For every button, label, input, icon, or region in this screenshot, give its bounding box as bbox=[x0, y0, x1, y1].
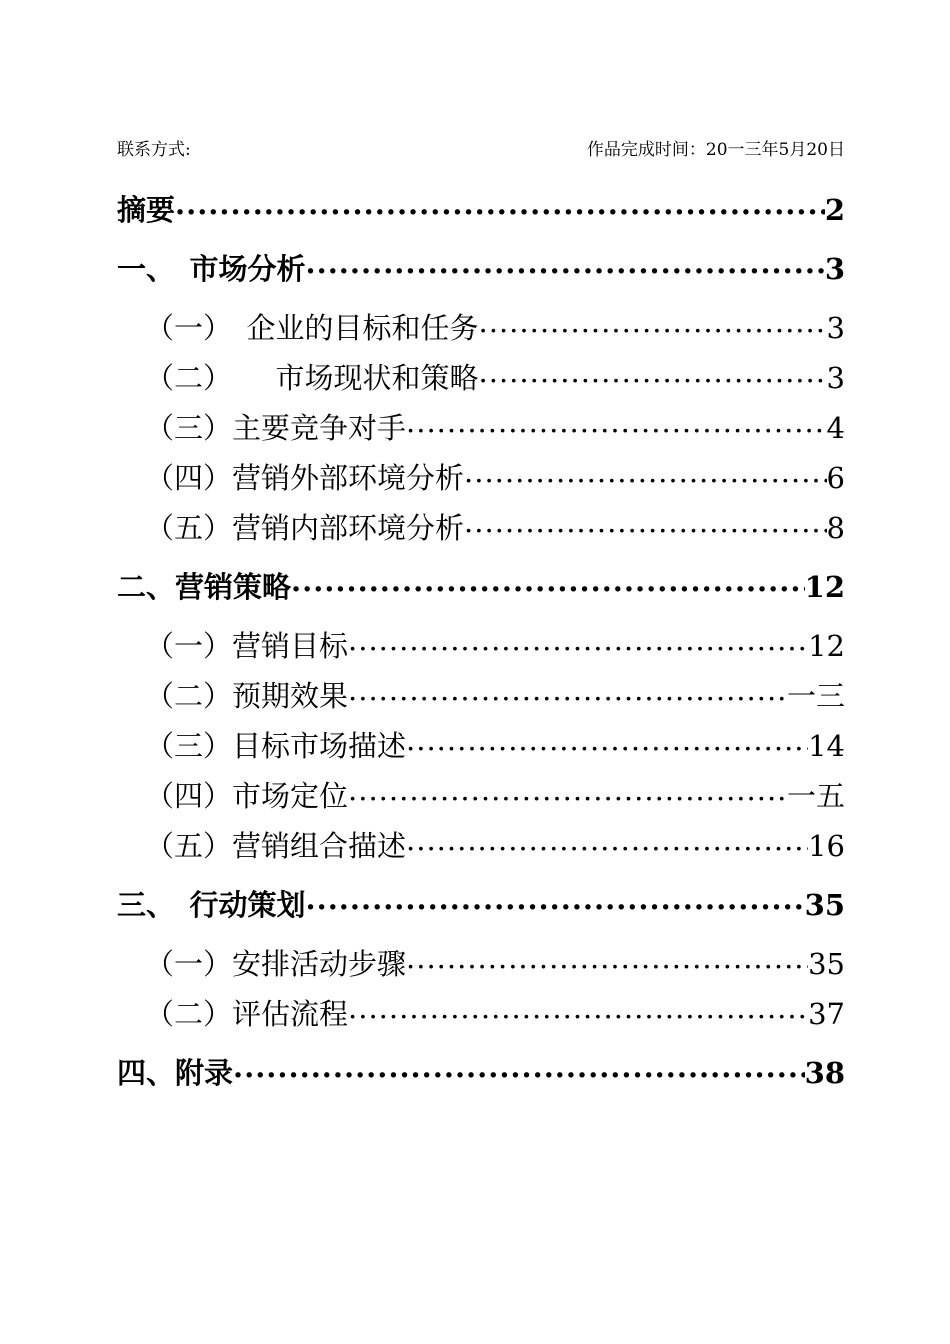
toc-entry-external-environment[interactable] bbox=[117, 458, 845, 498]
toc-leader-dots bbox=[175, 191, 825, 220]
toc-page-number: 35 bbox=[804, 888, 845, 922]
toc-entry-label: 二、营销策略 bbox=[117, 570, 292, 604]
toc-entry-label: （二） 市场现状和策略 bbox=[145, 361, 479, 395]
toc-page-number: 12 bbox=[808, 629, 845, 663]
toc-leader-dots bbox=[479, 309, 827, 338]
toc-entry-market-positioning[interactable] bbox=[117, 776, 845, 816]
toc-leader-dots bbox=[306, 250, 825, 279]
toc-leader-dots bbox=[348, 995, 808, 1024]
toc-entry-label: （三）目标市场描述 bbox=[145, 729, 407, 763]
toc-page-number: 6 bbox=[826, 461, 845, 495]
toc-entry-label: （四）市场定位 bbox=[145, 779, 349, 813]
toc-leader-dots bbox=[479, 359, 827, 388]
toc-leader-dots bbox=[291, 568, 805, 597]
toc-entry-label: 摘要 bbox=[117, 193, 176, 227]
toc-entry-marketing-strategy[interactable] bbox=[117, 567, 845, 607]
toc-page-number: 16 bbox=[808, 829, 845, 863]
document-header bbox=[117, 138, 845, 162]
toc-entry-label: （五）营销内部环境分析 bbox=[145, 511, 465, 545]
toc-entry-abstract[interactable] bbox=[117, 190, 845, 230]
toc-entry-internal-environment[interactable] bbox=[117, 508, 845, 548]
toc-entry-target-market[interactable] bbox=[117, 726, 845, 766]
toc-page-number: 4 bbox=[826, 411, 845, 445]
toc-entry-competitors[interactable] bbox=[117, 408, 845, 448]
toc-entry-marketing-goals[interactable] bbox=[117, 626, 845, 666]
toc-page-number: 3 bbox=[824, 252, 845, 286]
toc-entry-marketing-mix[interactable] bbox=[117, 826, 845, 866]
toc-entry-market-status[interactable] bbox=[117, 358, 845, 398]
toc-page-number: 12 bbox=[804, 570, 845, 604]
toc-entry-label: （一）营销目标 bbox=[145, 629, 349, 663]
toc-page-number: 一三 bbox=[786, 679, 845, 713]
toc-entry-label: （一）安排活动步骤 bbox=[145, 947, 407, 981]
toc-entry-market-analysis[interactable] bbox=[117, 249, 845, 289]
toc-entry-label: （四）营销外部环境分析 bbox=[145, 461, 465, 495]
toc-leader-dots bbox=[406, 727, 808, 756]
toc-entry-label: 四、附录 bbox=[117, 1056, 234, 1090]
table-of-contents bbox=[117, 190, 845, 1112]
toc-entry-activity-steps[interactable] bbox=[117, 944, 845, 984]
contact-label: 联系方式: bbox=[117, 140, 191, 160]
toc-leader-dots bbox=[348, 777, 787, 806]
toc-entry-label: （二）预期效果 bbox=[145, 679, 349, 713]
toc-page-number: 37 bbox=[808, 997, 845, 1031]
toc-entry-label: 三、 行动策划 bbox=[117, 888, 306, 922]
toc-entry-label: （二）评估流程 bbox=[145, 997, 349, 1031]
toc-entry-label: 一、 市场分析 bbox=[117, 252, 306, 286]
toc-entry-company-goals[interactable] bbox=[117, 308, 845, 348]
toc-leader-dots bbox=[233, 1054, 805, 1083]
toc-page-number: 35 bbox=[808, 947, 845, 981]
toc-leader-dots bbox=[406, 409, 827, 438]
toc-entry-label: （五）营销组合描述 bbox=[145, 829, 407, 863]
toc-leader-dots bbox=[406, 827, 808, 856]
toc-page-number: 一五 bbox=[786, 779, 845, 813]
toc-page-number: 38 bbox=[804, 1056, 845, 1090]
toc-leader-dots bbox=[464, 509, 827, 538]
toc-leader-dots bbox=[406, 945, 808, 974]
toc-leader-dots bbox=[464, 459, 827, 488]
toc-page-number: 3 bbox=[826, 311, 845, 345]
toc-entry-evaluation-process[interactable] bbox=[117, 994, 845, 1034]
toc-page-number: 3 bbox=[826, 361, 845, 395]
toc-page-number: 8 bbox=[826, 511, 845, 545]
toc-entry-appendix[interactable] bbox=[117, 1053, 845, 1093]
toc-entry-action-plan[interactable] bbox=[117, 885, 845, 925]
toc-page-number: 14 bbox=[808, 729, 845, 763]
toc-leader-dots bbox=[348, 677, 787, 706]
toc-entry-expected-effect[interactable] bbox=[117, 676, 845, 716]
completion-date-label: 作品完成时间：20一三年5月20日 bbox=[586, 140, 845, 160]
toc-entry-label: （三）主要竞争对手 bbox=[145, 411, 407, 445]
toc-page-number: 2 bbox=[824, 193, 845, 227]
toc-entry-label: （一） 企业的目标和任务 bbox=[145, 311, 479, 345]
toc-leader-dots bbox=[306, 886, 805, 915]
toc-leader-dots bbox=[348, 627, 808, 656]
